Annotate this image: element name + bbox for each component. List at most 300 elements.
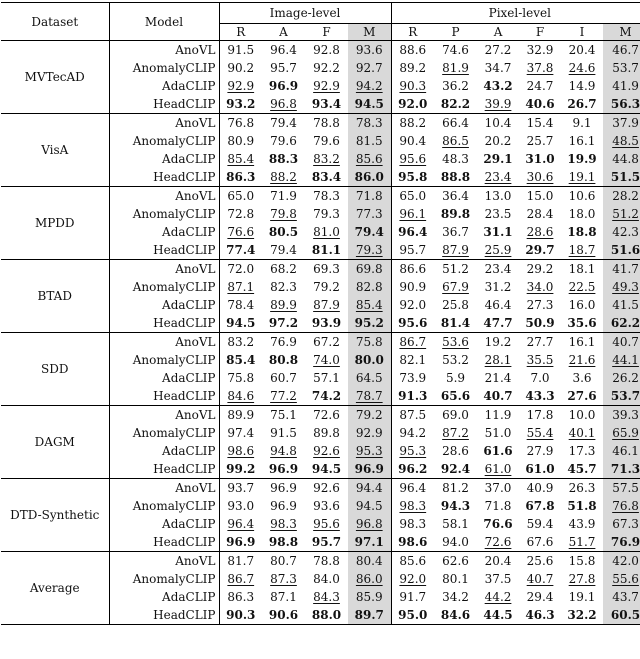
metric-cell [262,41,305,60]
metric-cell [305,351,348,369]
metric-value: 94.8 [270,444,297,458]
metric-value: 5.9 [445,371,466,385]
metric-cell [262,588,305,606]
metric-cell [348,59,391,77]
metric-value: 49.3 [612,280,639,294]
metric-cell [219,442,262,460]
metric-value: 79.4 [354,225,384,239]
col-header-pixel-f: F [535,25,545,39]
model-name: AnoVL [109,41,219,60]
metric-value: 28.4 [526,207,554,221]
metric-cell [519,114,561,133]
metric-cell [603,351,640,369]
metric-cell [477,387,519,406]
metric-value: 94.5 [311,462,342,476]
metric-cell [305,223,348,241]
dataset-name: SDD [1,333,109,406]
table-row [1,479,640,498]
metric-value: 92.6 [313,481,340,495]
metric-value: 76.9 [270,335,297,349]
metric-cell [561,41,603,60]
metric-cell [519,533,561,552]
metric-value: 43.3 [525,389,555,403]
metric-cell [348,570,391,588]
metric-value: 13.0 [484,189,512,203]
dataset-name: MVTecAD [1,41,109,114]
metric-cell [262,205,305,223]
metric-value: 96.9 [226,535,256,549]
metric-cell [219,333,262,352]
metric-value: 71.8 [484,499,512,513]
metric-value: 93.6 [355,43,383,57]
metric-cell [519,132,561,150]
metric-cell [262,223,305,241]
metric-cell [519,223,561,241]
metric-value: 77.3 [355,207,383,221]
metric-value: 96.9 [270,499,297,513]
metric-value: 25.6 [526,554,554,568]
metric-cell [603,296,640,314]
metric-cell [219,296,262,314]
metric-cell [348,479,391,498]
metric-cell [477,205,519,223]
metric-value: 18.0 [568,207,596,221]
metric-value: 64.5 [355,371,383,385]
metric-value: 40.7 [526,572,554,586]
metric-cell [434,351,477,369]
metric-cell [348,223,391,241]
metric-cell [262,424,305,442]
model-name: AdaCLIP [109,77,219,95]
metric-cell [603,552,640,571]
metric-value: 27.8 [568,572,596,586]
metric-value: 93.7 [227,481,255,495]
metric-cell [348,241,391,260]
metric-cell [519,187,561,206]
metric-cell [434,168,477,187]
metric-value: 98.3 [399,517,427,531]
metric-cell [434,114,477,133]
metric-cell [391,114,434,133]
metric-cell [262,241,305,260]
metric-value: 93.6 [313,499,340,513]
model-name: AnomalyCLIP [109,132,219,150]
metric-value: 95.7 [311,535,342,549]
metric-value: 37.8 [526,61,554,75]
metric-value: 41.9 [612,79,639,93]
metric-cell [561,296,603,314]
metric-value: 86.7 [227,572,255,586]
metric-value: 29.7 [525,243,555,257]
metric-value: 79.2 [313,280,340,294]
metric-value: 27.9 [526,444,554,458]
metric-cell [561,552,603,571]
metric-value: 96.1 [399,207,427,221]
metric-value: 26.2 [612,371,639,385]
metric-value: 86.7 [399,335,427,349]
metric-value: 98.8 [268,535,299,549]
results-table [1,2,640,625]
metric-value: 59.4 [526,517,554,531]
metric-value: 20.4 [484,554,512,568]
metric-value: 95.8 [398,170,428,184]
metric-value: 40.7 [612,335,639,349]
metric-value: 35.5 [526,353,554,367]
metric-value: 62.6 [442,554,469,568]
metric-cell [305,114,348,133]
model-name: AnoVL [109,187,219,206]
table-row [1,114,640,133]
metric-value: 78.4 [227,298,255,312]
metric-cell [219,570,262,588]
metric-value: 85.9 [355,590,383,604]
dataset-name: DTD-Synthetic [1,479,109,552]
metric-value: 92.4 [440,462,471,476]
metric-value: 51.2 [442,262,469,276]
metric-value: 94.3 [440,499,471,513]
metric-value: 88.8 [440,170,471,184]
metric-value: 95.3 [355,444,383,458]
metric-value: 88.0 [311,608,342,622]
metric-cell [219,552,262,571]
metric-cell [391,132,434,150]
metric-value: 41.5 [612,298,639,312]
metric-cell [391,406,434,425]
metric-cell [262,260,305,279]
metric-value: 55.4 [526,426,554,440]
metric-cell [434,497,477,515]
metric-value: 92.7 [355,61,383,75]
metric-cell [603,442,640,460]
metric-cell [434,296,477,314]
metric-cell [434,369,477,387]
metric-value: 51.5 [610,170,640,184]
metric-cell [561,387,603,406]
metric-cell [305,369,348,387]
metric-value: 69.0 [442,408,469,422]
metric-cell [219,187,262,206]
table-row [1,260,640,279]
metric-value: 92.0 [399,572,427,586]
metric-value: 57.5 [612,481,639,495]
metric-cell [603,77,640,95]
metric-cell [603,278,640,296]
metric-value: 86.5 [442,134,469,148]
metric-cell [603,205,640,223]
metric-cell [603,241,640,260]
metric-cell [305,424,348,442]
metric-cell [603,223,640,241]
metric-cell [391,59,434,77]
metric-cell [561,314,603,333]
metric-cell [305,260,348,279]
metric-value: 77.2 [270,389,297,403]
metric-cell [561,442,603,460]
model-name: AdaCLIP [109,515,219,533]
metric-value: 79.3 [355,243,383,257]
metric-value: 25.9 [484,243,512,257]
metric-cell [519,260,561,279]
metric-cell [391,460,434,479]
metric-value: 35.6 [567,316,597,330]
metric-value: 76.8 [227,116,255,130]
metric-value: 95.7 [270,61,297,75]
metric-value: 73.9 [399,371,427,385]
metric-value: 86.0 [354,170,384,184]
model-name: HeadCLIP [109,241,219,260]
metric-value: 47.7 [483,316,513,330]
metric-cell [519,314,561,333]
metric-cell [519,41,561,60]
metric-cell [561,479,603,498]
metric-cell [477,59,519,77]
metric-cell [519,497,561,515]
metric-value: 78.8 [313,116,340,130]
metric-value: 96.4 [399,481,427,495]
metric-cell [348,497,391,515]
metric-value: 87.9 [442,243,469,257]
metric-value: 43.9 [568,517,596,531]
metric-value: 95.6 [399,152,427,166]
metric-cell [519,241,561,260]
metric-cell [434,41,477,60]
metric-value: 92.9 [313,79,340,93]
metric-cell [561,95,603,114]
metric-value: 16.1 [568,335,596,349]
metric-cell [391,606,434,625]
metric-cell [305,150,348,168]
metric-value: 78.7 [355,389,383,403]
metric-cell [391,387,434,406]
metric-value: 76.6 [483,517,513,531]
dataset-name: DAGM [1,406,109,479]
metric-value: 46.7 [612,43,639,57]
metric-value: 69.3 [313,262,340,276]
pixel-level-header: Pixel-level [391,3,640,24]
metric-value: 25.7 [526,134,554,148]
model-name: AdaCLIP [109,588,219,606]
metric-value: 85.4 [355,298,383,312]
metric-cell [519,278,561,296]
metric-cell [561,460,603,479]
metric-value: 44.8 [612,152,639,166]
model-name: HeadCLIP [109,460,219,479]
metric-value: 85.6 [399,554,427,568]
metric-value: 84.6 [440,608,471,622]
metric-cell [391,351,434,369]
model-name: AdaCLIP [109,442,219,460]
metric-cell [434,314,477,333]
metric-value: 36.2 [442,79,469,93]
metric-cell [477,150,519,168]
model-name: HeadCLIP [109,533,219,552]
metric-value: 67.8 [525,499,555,513]
metric-cell [477,95,519,114]
metric-value: 48.3 [442,152,469,166]
metric-value: 97.4 [227,426,255,440]
dataset-name: BTAD [1,260,109,333]
metric-value: 87.5 [399,408,427,422]
metric-value: 9.1 [572,116,592,130]
model-name: AnomalyCLIP [109,278,219,296]
metric-value: 50.9 [525,316,555,330]
metric-cell [519,333,561,352]
metric-value: 61.0 [525,462,555,476]
metric-value: 98.6 [227,444,255,458]
metric-cell [434,552,477,571]
metric-value: 80.0 [354,353,384,367]
metric-cell [477,570,519,588]
metric-cell [348,351,391,369]
metric-value: 53.2 [442,353,469,367]
metric-cell [348,296,391,314]
metric-cell [519,515,561,533]
metric-cell [519,369,561,387]
metric-cell [561,424,603,442]
metric-value: 42.0 [612,554,639,568]
metric-cell [305,278,348,296]
metric-value: 92.2 [313,61,340,75]
metric-cell [477,479,519,498]
metric-value: 93.4 [311,97,342,111]
metric-cell [519,168,561,187]
model-name: AnoVL [109,333,219,352]
metric-cell [561,59,603,77]
metric-cell [391,95,434,114]
metric-cell [519,59,561,77]
metric-cell [519,570,561,588]
metric-value: 94.5 [226,316,256,330]
metric-cell [262,314,305,333]
metric-value: 32.9 [526,43,554,57]
metric-value: 92.9 [227,79,255,93]
metric-cell [391,570,434,588]
metric-value: 74.0 [313,353,340,367]
model-name: AdaCLIP [109,150,219,168]
metric-cell [391,187,434,206]
metric-cell [262,351,305,369]
metric-value: 44.5 [483,608,513,622]
metric-value: 15.8 [568,554,596,568]
metric-value: 31.2 [484,280,512,294]
table-header [1,3,640,41]
metric-cell [477,168,519,187]
metric-value: 89.9 [270,298,297,312]
metric-value: 87.9 [313,298,340,312]
metric-cell [305,570,348,588]
metric-cell [262,59,305,77]
metric-cell [391,241,434,260]
metric-cell [391,205,434,223]
metric-value: 21.6 [568,353,596,367]
metric-cell [305,168,348,187]
metric-value: 51.6 [610,243,640,257]
metric-value: 22.5 [568,280,596,294]
metric-cell [519,205,561,223]
metric-cell [603,260,640,279]
metric-value: 92.9 [355,426,383,440]
metric-value: 88.3 [268,152,299,166]
metric-value: 91.3 [398,389,428,403]
metric-value: 82.8 [355,280,383,294]
metric-value: 44.2 [484,590,512,604]
metric-cell [477,406,519,425]
metric-value: 95.6 [313,517,340,531]
metric-value: 80.8 [268,353,299,367]
metric-cell [477,497,519,515]
metric-value: 37.0 [484,481,512,495]
metric-cell [348,95,391,114]
metric-value: 61.6 [483,444,513,458]
metric-cell [262,442,305,460]
metric-value: 53.7 [610,389,640,403]
metric-value: 94.5 [355,499,383,513]
metric-value: 71.8 [355,189,383,203]
metric-cell [219,515,262,533]
metric-cell [434,77,477,95]
metric-cell [262,187,305,206]
metric-value: 82.2 [440,97,471,111]
metric-cell [348,41,391,60]
metric-value: 96.4 [270,43,297,57]
metric-cell [561,606,603,625]
metric-value: 17.8 [526,408,554,422]
model-name: AnomalyCLIP [109,570,219,588]
metric-cell [434,205,477,223]
metric-value: 88.2 [270,170,297,184]
metric-value: 37.9 [612,116,639,130]
metric-value: 51.2 [612,207,639,221]
metric-cell [348,132,391,150]
metric-value: 83.2 [313,152,340,166]
model-name: HeadCLIP [109,314,219,333]
metric-cell [305,515,348,533]
metric-cell [262,150,305,168]
metric-value: 65.6 [440,389,471,403]
model-name: HeadCLIP [109,606,219,625]
metric-cell [434,406,477,425]
metric-cell [603,314,640,333]
metric-cell [219,59,262,77]
metric-value: 19.9 [567,152,597,166]
metric-cell [603,59,640,77]
metric-cell [305,333,348,352]
metric-value: 32.2 [567,608,597,622]
metric-value: 55.6 [612,572,639,586]
model-name: AnoVL [109,479,219,498]
metric-value: 10.0 [568,408,596,422]
metric-value: 27.2 [484,43,512,57]
metric-value: 86.3 [226,170,256,184]
metric-cell [305,460,348,479]
model-name: AnoVL [109,406,219,425]
metric-cell [561,406,603,425]
model-name: AnoVL [109,114,219,133]
metric-cell [262,278,305,296]
metric-cell [219,387,262,406]
metric-value: 34.2 [442,590,469,604]
metric-value: 91.7 [399,590,427,604]
metric-cell [603,406,640,425]
metric-value: 96.8 [355,517,383,531]
metric-value: 86.6 [399,262,427,276]
metric-cell [219,588,262,606]
metric-value: 67.9 [442,280,469,294]
metric-value: 65.0 [227,189,255,203]
metric-cell [434,588,477,606]
metric-value: 67.6 [526,535,554,549]
col-header-pixel-m: M [603,24,640,41]
